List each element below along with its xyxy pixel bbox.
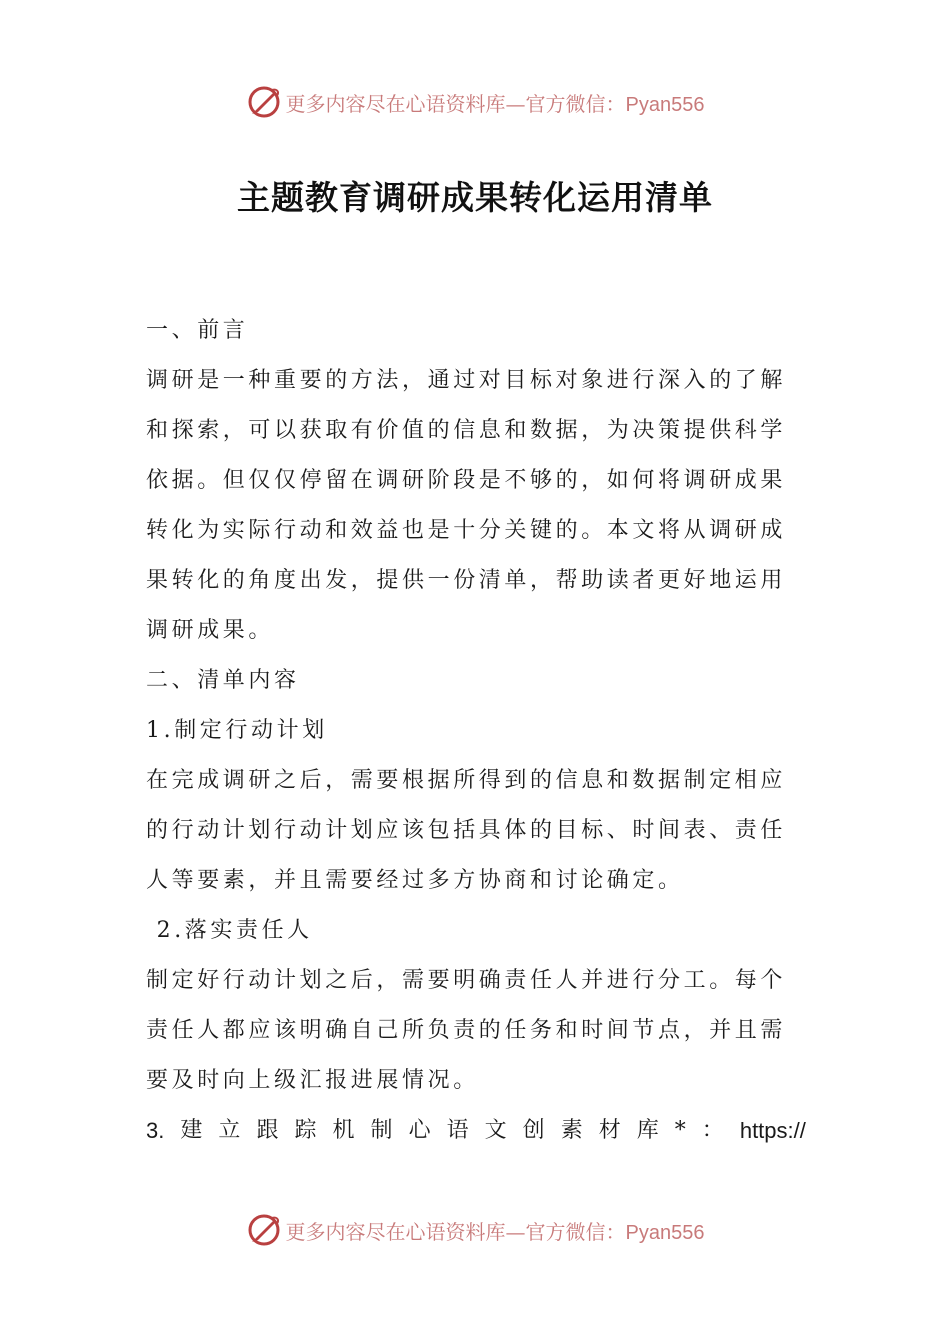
header-banner-text [286,88,705,117]
body-line: 转化为实际行动和效益也是十分关键的。本文将从调研成 [146,518,787,543]
spread-char: 立 [218,1118,241,1143]
document-body [146,306,806,1156]
header-banner-wechat-id: Pyan556 [625,93,705,116]
spread-char: 建 [180,1118,203,1143]
spread-url[interactable]: https:// [739,1118,806,1143]
quill-logo-icon [246,1212,282,1248]
spread-char: 文 [484,1118,507,1143]
spread-char: 心 [408,1118,431,1143]
spread-char: * [674,1118,686,1143]
body-line: 要及时向上级汇报进展情况。 [146,1068,479,1093]
spread-char: 制 [370,1118,393,1143]
footer-banner-wechat-id: Pyan556 [625,1221,705,1244]
footer-banner-text [286,1216,705,1245]
spread-char: 库 [636,1118,659,1143]
body-line: 调研是一种重要的方法，通过对目标对象进行深入的了解 [146,368,787,393]
footer-banner-wechat-label: 官方微信： [525,1219,626,1244]
spread-char: 3. [146,1118,165,1143]
footer-banner-dash: — [505,1219,526,1244]
spread-char: 踪 [294,1118,317,1143]
footer-banner-inner [246,1212,705,1248]
quill-logo-icon [246,84,282,120]
body-line: 调研成果。 [146,618,275,643]
spread-char: 语 [446,1118,469,1143]
spread-char: 材 [598,1118,621,1143]
footer-banner-main: 更多内容尽在心语资料库 [285,1219,506,1244]
body-line: 依据。但仅仅停留在调研阶段是不够的，如何将调研成果 [146,468,787,493]
header-banner-wechat-label: 官方微信： [525,91,626,116]
spread-char: ： [701,1118,724,1143]
item-heading: 1.制定行动计划 [146,718,328,743]
body-line: 和探索，可以获取有价值的信息和数据，为决策提供科学 [146,418,787,443]
section-heading: 二、清单内容 [146,668,300,693]
body-line: 一、前言 [146,318,249,343]
header-banner [0,80,950,124]
footer-banner [0,1208,950,1252]
header-banner-inner [246,84,705,120]
item-heading: 2.落实责任人 [146,918,313,943]
body-line: 责任人都应该明确自己所负责的任务和时间节点，并且需 [146,1018,787,1043]
header-banner-main: 更多内容尽在心语资料库 [285,91,506,116]
body-line: 制定好行动计划之后，需要明确责任人并进行分工。每个 [146,968,787,993]
spread-char: 机 [332,1118,355,1143]
body-line: 在完成调研之后，需要根据所得到的信息和数据制定相应 [146,768,787,793]
spread-char: 素 [560,1118,583,1143]
body-line: 人等要素，并且需要经过多方协商和讨论确定。 [146,868,684,893]
header-banner-dash: — [505,91,526,116]
body-line: 果转化的角度出发，提供一份清单，帮助读者更好地运用 [146,568,787,593]
spread-char: 跟 [256,1118,279,1143]
body-line: 的行动计划行动计划应该包括具体的目标、时间表、责任 [146,818,787,843]
document-title: 主题教育调研成果转化运用清单 [237,178,713,217]
spread-char: 创 [522,1118,545,1143]
item-heading-spread [146,1106,806,1156]
